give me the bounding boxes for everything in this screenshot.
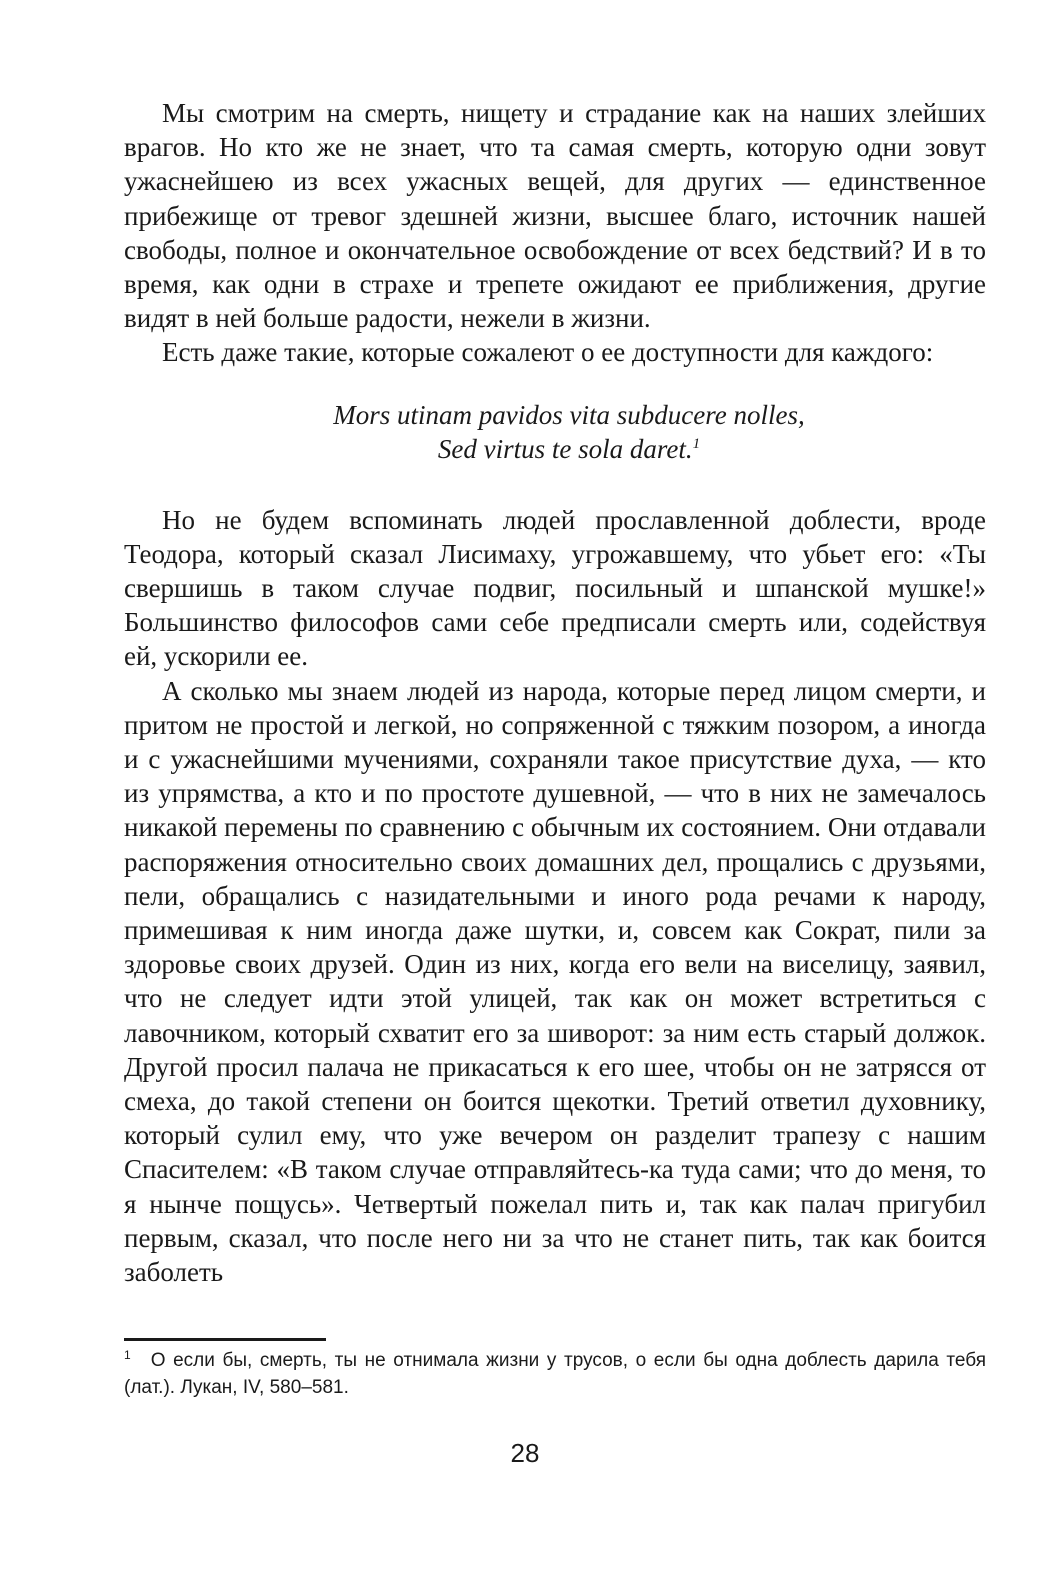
footnote-mark: 1 bbox=[124, 1347, 131, 1362]
paragraph-4: А сколько мы знаем людей из народа, которые перед лицом смерти, и притом не простой и легкой, но сопряженной с тяжким позором, а иногда и с ужаснейшими мучениями, сохраняли такое присутствие духа, — кто из упрямства, а кто и по простоте душевной, — что в них не замечалось никакой перемены по сравнению с обычным их состоянием. Они отдавали распоряжения относительно своих домашних дел, прощались с друзьями, пели, обращались с назидательными и иного рода речами к народу, примешивая к ним иногда даже шутки, и, совсем как Сократ, пили за здоровье своих друзей. Один из них, когда его вели на виселицу, заявил, что не следует идти этой улицей, так как он может встретиться с лавочником, который схватит его за шиворот: за ним есть старый должок. Другой просил палача не прикасаться к его шее, чтобы он не затрясся от смеха, до такой степени он боится щекотки. Третий ответил духовнику, который сулил ему, что уже вечером он разделит трапезу с нашим Спасителем: «В таком случае отправляйтесь-ка туда сами; что до меня, то я нынче пощусь». Четвертый пожелал пить и, так как палач пригубил первым, сказал, что после него ни за что не станет пить, так как боится заболеть bbox=[124, 675, 986, 1288]
paragraph-3: Но не будем вспоминать людей прославленной доблести, вроде Теодора, который сказал Лисимаху, угрожавшему, что убьет его: «Ты свершишь в таком случае подвиг, посильный и шпанской мушке!» Большинство философов сами себе предписали смерть или, содействуя ей, ускорили ее. bbox=[124, 504, 986, 672]
verse-line-2: Sed virtus te sola daret. bbox=[437, 433, 693, 464]
page-number: 28 bbox=[510, 1438, 540, 1468]
paragraph-1: Мы смотрим на смерть, нищету и страдание как на наших злейших врагов. Но кто же не знает, что та самая смерть, которую одни зовут ужаснейшею из всех ужасных вещей, для других — единственное прибежище от тревог здешней жизни, высшее благо, источник нашей свободы, полное и окончательное освобождение от всех бедствий? И в то время, как одни в страхе и трепете ожидают ее приближения, другие видят в ней больше радости, нежели в жизни. bbox=[124, 98, 986, 334]
paragraph-2: Есть даже такие, которые сожалеют о ее доступности для каждого: bbox=[162, 337, 934, 368]
footnote-reference[interactable]: 1 bbox=[692, 435, 701, 452]
footnote-divider bbox=[124, 1338, 326, 1341]
footnote bbox=[124, 1347, 986, 1401]
latin-verse bbox=[152, 398, 986, 466]
verse-line-1: Mors utinam pavidos vita subducere nolles, bbox=[333, 399, 805, 430]
page-body bbox=[124, 96, 986, 1289]
verse-line-2-wrap bbox=[152, 432, 986, 466]
footnote-text: О если бы, смерть, ты не отнимала жизни у трусов, о если бы одна доблесть дарила тебя (лат.). Лукан, IV, 580–581. bbox=[124, 1350, 986, 1398]
